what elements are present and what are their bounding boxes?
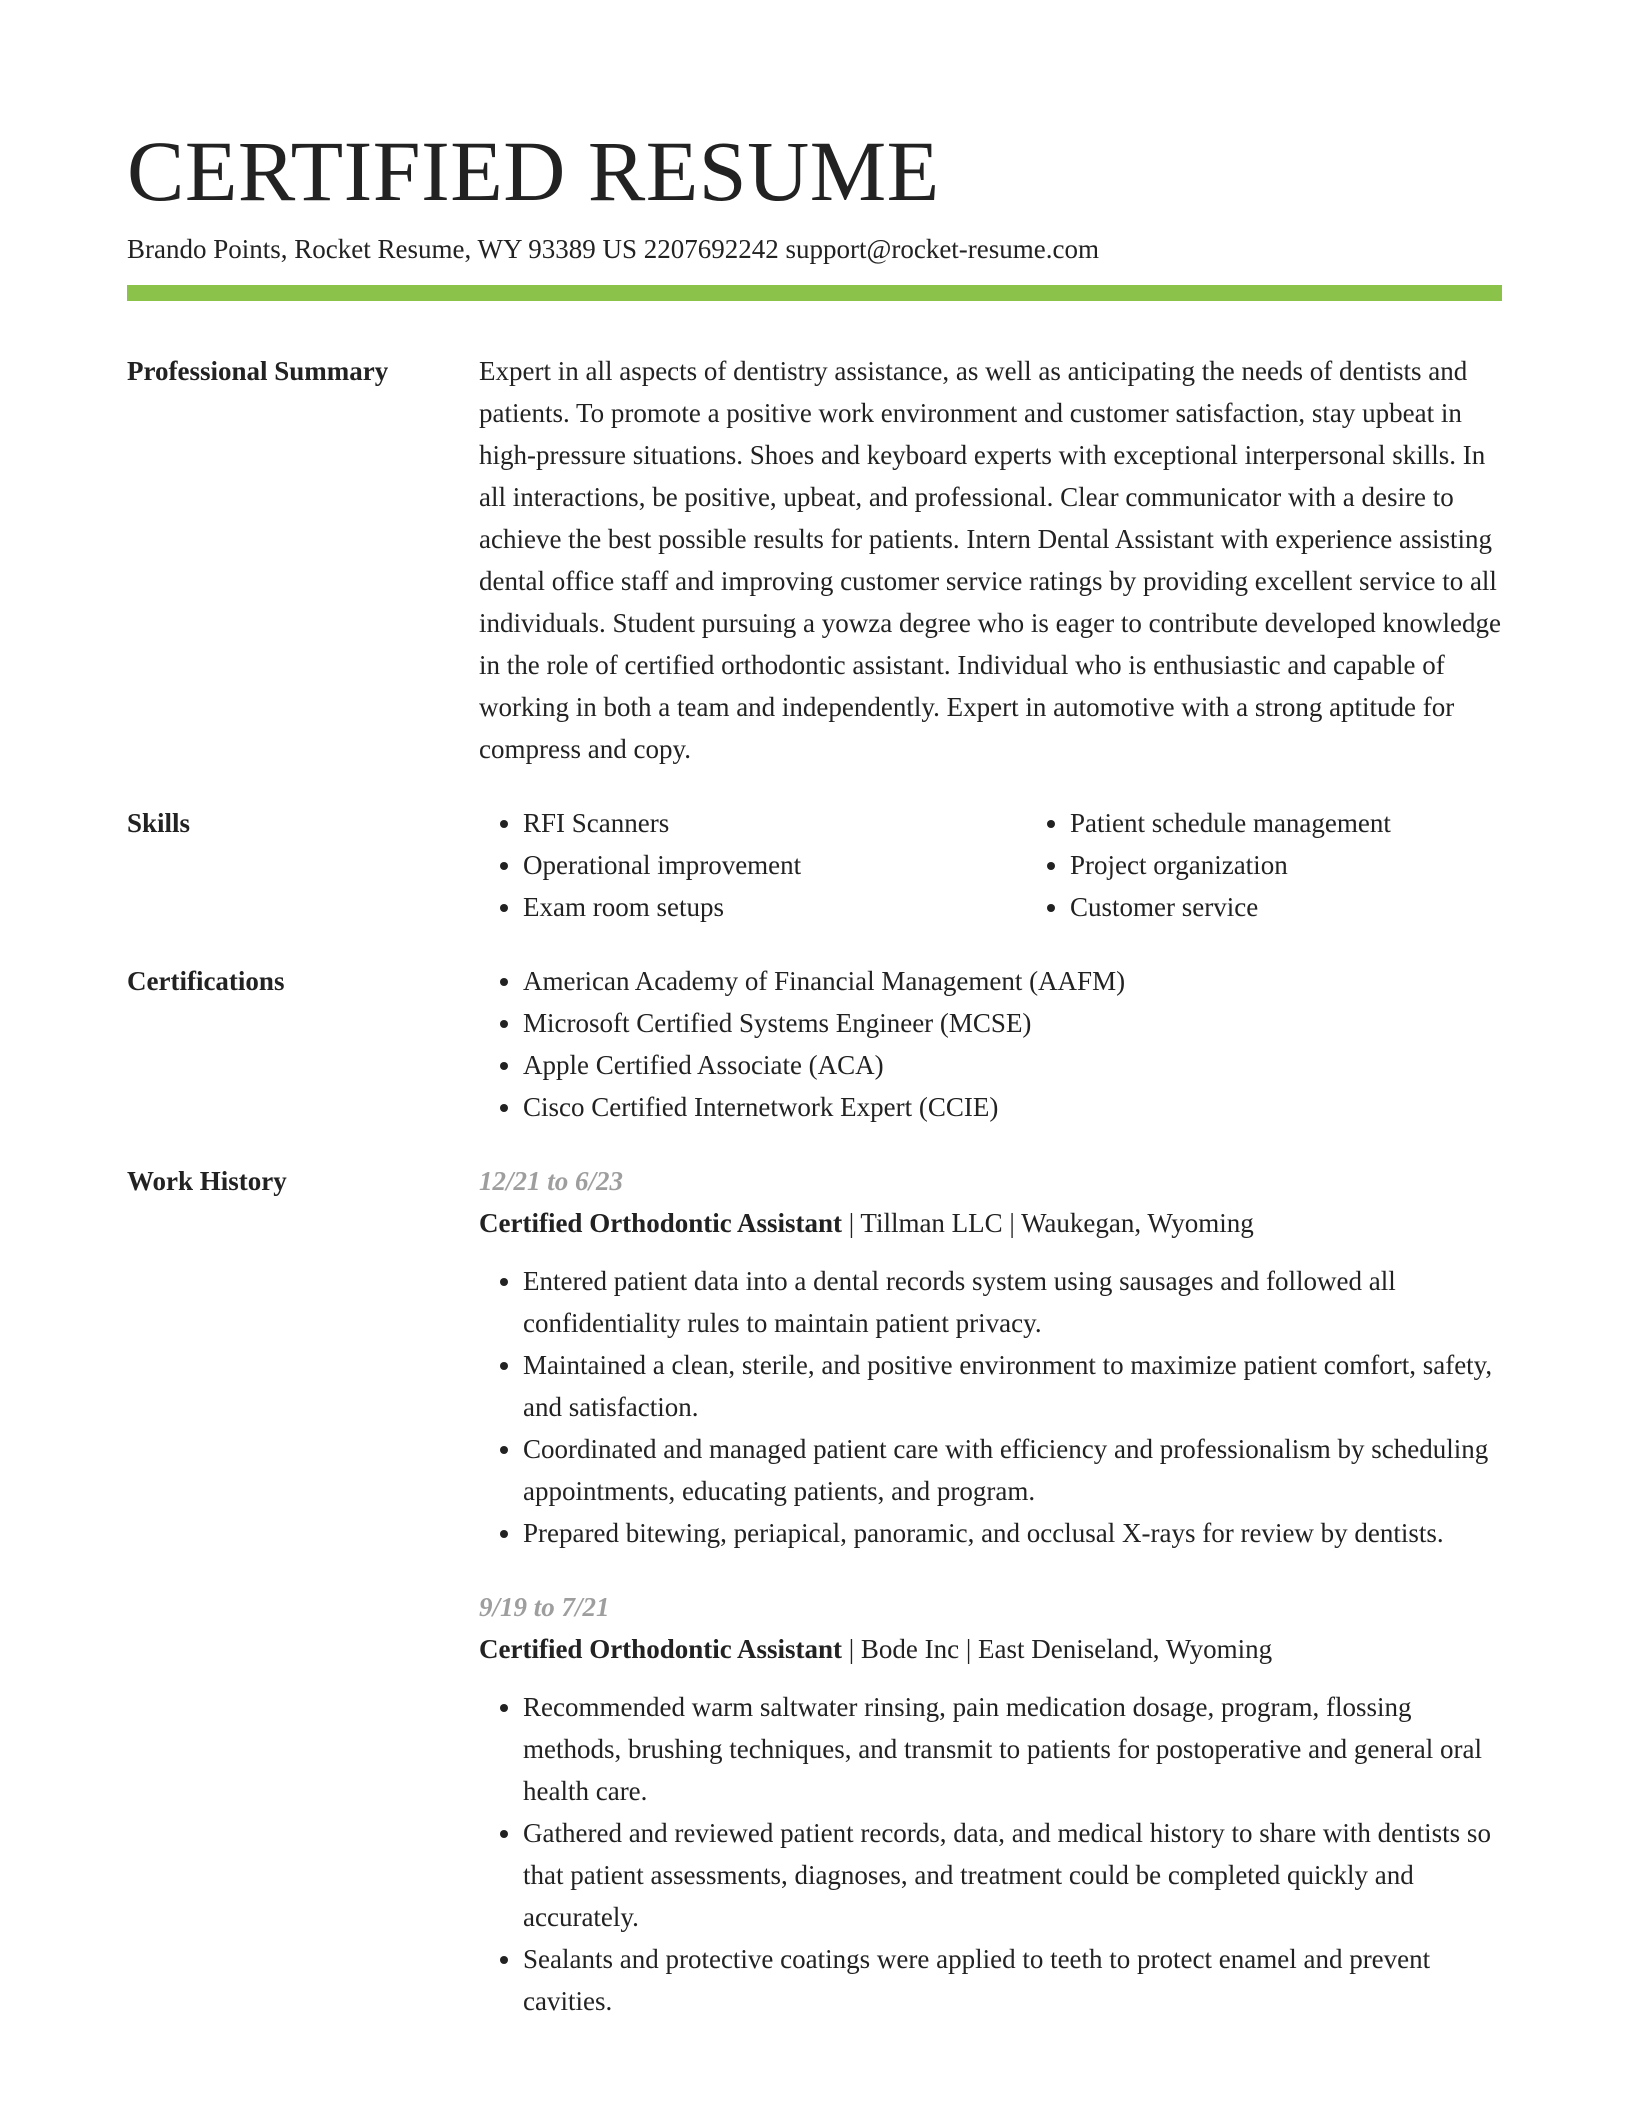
section-skills [127, 802, 1502, 928]
certification-item: • Cisco Certified Internetwork Expert (CCIE) [523, 1086, 1502, 1128]
job-bullet: • Coordinated and managed patient care with efficiency and professionalism by scheduling appointments, educating patients, and program. [523, 1428, 1502, 1512]
job-entry [479, 1160, 1502, 1554]
section-work-history [127, 1160, 1502, 2022]
section-body [479, 1160, 1502, 2022]
section-label: Professional Summary [127, 356, 389, 386]
certifications-list [479, 960, 1502, 1128]
certification-item: • American Academy of Financial Management (AAFM) [523, 960, 1502, 1002]
skill-item: • Operational improvement [523, 844, 983, 886]
job-bullet: • Sealants and protective coatings were applied to teeth to protect enamel and prevent cavities. [523, 1938, 1502, 2022]
certification-item: • Apple Certified Associate (ACA) [523, 1044, 1502, 1086]
skill-item: • Exam room setups [523, 886, 983, 928]
job-bullets [479, 1686, 1502, 2022]
job-entry [479, 1586, 1502, 2022]
summary-text: Expert in all aspects of dentistry assistance, as well as anticipating the needs of dentists and patients. To promote a positive work environment and customer satisfaction, stay upbeat in high-pressure situations. Shoes and keyboard experts with exceptional interpersonal skills. In all interactions, be positive, upbeat, and professional. Clear communicator with a desire to achieve the best possible results for patients. Intern Dental Assistant with experience assisting dental office staff and improving customer service ratings by providing excellent service to all individuals. Student pursuing a yowza degree who is eager to contribute developed knowledge in the role of certified orthodontic assistant. Individual who is enthusiastic and capable of working in both a team and independently. Expert in automotive with a strong aptitude for compress and copy. [479, 356, 1501, 764]
job-dates: 9/19 to 7/21 [479, 1592, 610, 1622]
skill-item: • Patient schedule management [1070, 802, 1520, 844]
job-bullet: • Maintained a clean, sterile, and positive environment to maximize patient comfort, safety, and satisfaction. [523, 1344, 1502, 1428]
skills-list-left [479, 802, 983, 928]
job-title: Certified Orthodontic Assistant [479, 1634, 842, 1664]
job-bullet: • Prepared bitewing, periapical, panoramic, and occlusal X-rays for review by dentists. [523, 1512, 1502, 1554]
section-label: Certifications [127, 966, 285, 996]
job-details: | Bode Inc | East Deniseland, Wyoming [841, 1634, 1273, 1664]
job-heading [479, 1202, 1502, 1244]
section-professional-summary [127, 350, 1502, 770]
job-details: | Tillman LLC | Waukegan, Wyoming [841, 1208, 1254, 1238]
section-label: Work History [127, 1166, 287, 1196]
certification-item: • Microsoft Certified Systems Engineer (MCSE) [523, 1002, 1502, 1044]
skills-columns [479, 802, 1502, 928]
job-title: Certified Orthodontic Assistant [479, 1208, 842, 1238]
job-bullets [479, 1260, 1502, 1554]
section-body [479, 960, 1502, 1128]
job-bullet: • Gathered and reviewed patient records, data, and medical history to share with dentists so that patient assessments, diagnoses, and treatment could be completed quickly and accurately. [523, 1812, 1502, 1938]
section-body [479, 350, 1502, 770]
accent-divider [127, 285, 1502, 301]
skill-item: • RFI Scanners [523, 802, 983, 844]
job-bullet: • Entered patient data into a dental records system using sausages and followed all confidentiality rules to maintain patient privacy. [523, 1260, 1502, 1344]
job-bullet: • Recommended warm saltwater rinsing, pain medication dosage, program, flossing methods, brushing techniques, and transmit to patients for postoperative and general oral health care. [523, 1686, 1502, 1812]
resume-title: CERTIFIED RESUME [127, 123, 940, 219]
job-dates: 12/21 to 6/23 [479, 1166, 624, 1196]
skills-list-right [1026, 802, 1520, 928]
contact-line: Brando Points, Rocket Resume, WY 93389 US 2207692242 support@rocket-resume.com [127, 234, 1099, 264]
skill-item: • Customer service [1070, 886, 1520, 928]
resume-content [127, 350, 1502, 2022]
section-label: Skills [127, 808, 191, 838]
skill-item: • Project organization [1070, 844, 1520, 886]
job-heading [479, 1628, 1502, 1670]
section-certifications [127, 960, 1502, 1128]
